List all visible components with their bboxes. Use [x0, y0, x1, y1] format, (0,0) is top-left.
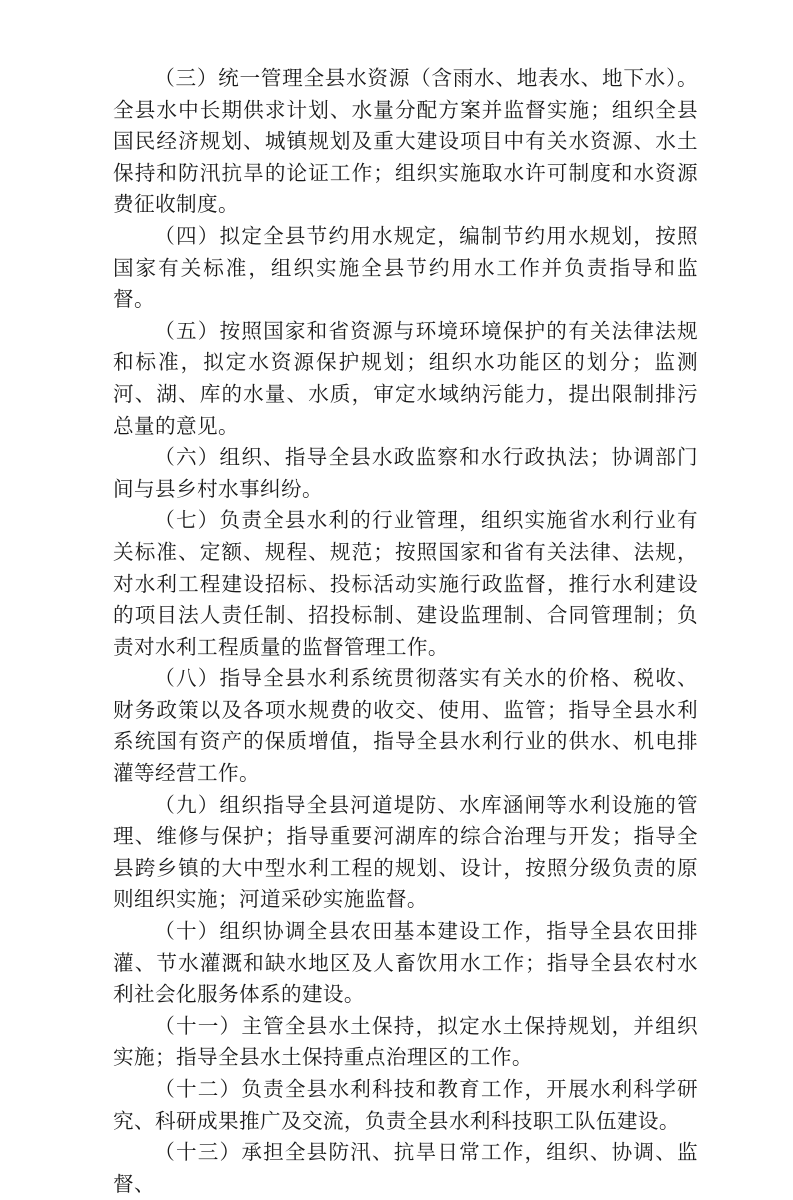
paragraph-item-11: （十一）主管全县水土保持，拟定水土保持规划，并组织实施；指导全县水土保持重点治理区的工作。	[113, 1013, 698, 1070]
paragraph-item-5: （五）按照国家和省资源与环境环境保护的有关法律法规和标准，拟定水资源保护规划；组织水功能区的划分；监测河、湖、库的水量、水质，审定水域纳污能力，提出限制排污总量的意见。	[113, 318, 698, 438]
paragraph-item-10: （十）组织协调全县农田基本建设工作，指导全县农田排灌、节水灌溉和缺水地区及人畜饮用水工作；指导全县农村水利社会化服务体系的建设。	[113, 919, 698, 1007]
paragraph-item-8: （八）指导全县水利系统贯彻落实有关水的价格、税收、财务政策以及各项水规费的收交、使用、监管；指导全县水利系统国有资产的保质增值，指导全县水利行业的供水、机电排灌等经营工作。	[113, 666, 698, 786]
paragraph-item-9: （九）组织指导全县河道堤防、水库涵闸等水利设施的管理、维修与保护；指导重要河湖库的综合治理与开发；指导全县跨乡镇的大中型水利工程的规划、设计，按照分级负责的原则组织实施；河道采砂实施监督。	[113, 792, 698, 912]
paragraph-item-6: （六）组织、指导全县水政监察和水行政执法；协调部门间与县乡村水事纠纷。	[113, 445, 698, 501]
paragraph-item-3: （三）统一管理全县水资源（含雨水、地表水、地下水）。全县水中长期供求计划、水量分配方案并监督实施；组织全县国民经济规划、城镇规划及重大建设项目中有关水资源、水土保持和防汛抗旱的论证工作；组织实施取水许可制度和水资源费征收制度。	[113, 66, 698, 217]
paragraph-item-7: （七）负责全县水利的行业管理，组织实施省水利行业有关标准、定额、规程、规范；按照国家和省有关法律、法规，对水利工程建设招标、投标活动实施行政监督，推行水利建设的项目法人责任制、招投标制、建设监理制、合同管理制；负责对水利工程质量的监督管理工作。	[113, 508, 698, 659]
document-body	[113, 63, 698, 1200]
paragraph-item-13: （十三）承担全县防汛、抗旱日常工作，组织、协调、监督、	[113, 1140, 698, 1196]
paragraph-item-4: （四）拟定全县节约用水规定，编制节约用水规划，按照国家有关标准，组织实施全县节约用水工作并负责指导和监督。	[113, 223, 698, 312]
paragraph-item-12: （十二）负责全县水利科技和教育工作，开展水利科学研究、科研成果推广及交流，负责全县水利科技职工队伍建设。	[113, 1077, 698, 1133]
